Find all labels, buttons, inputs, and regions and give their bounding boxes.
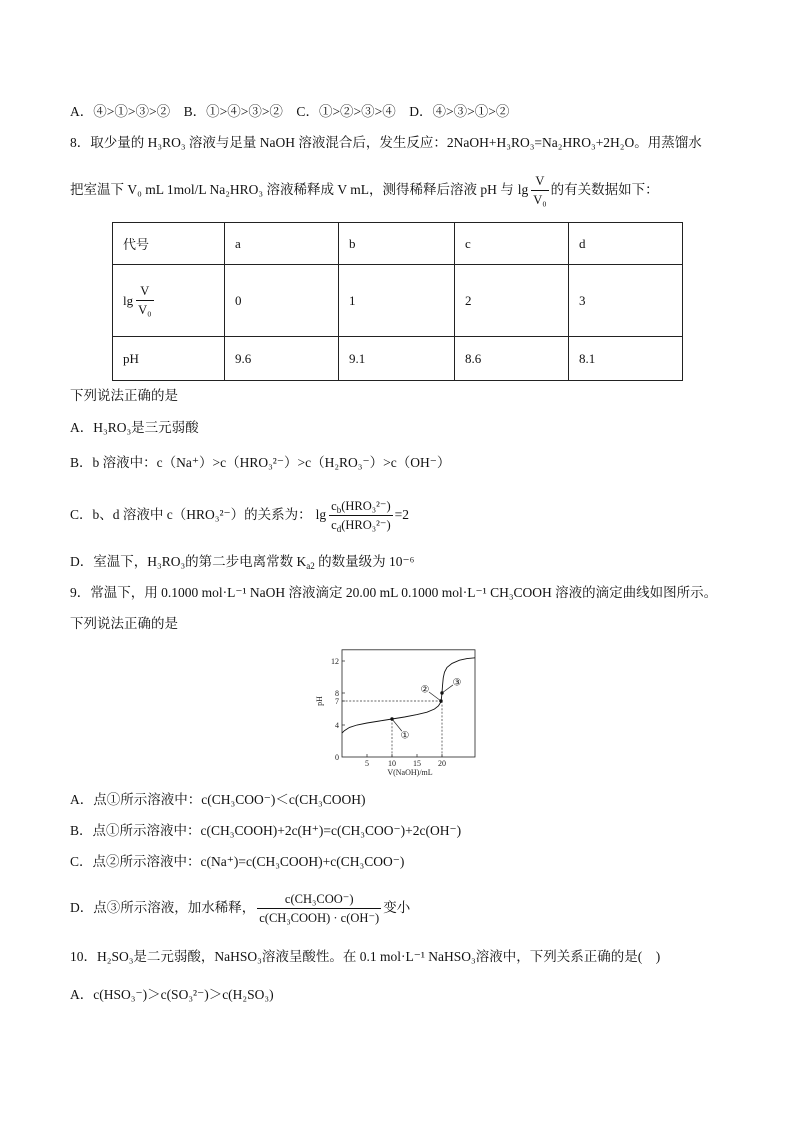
y-tick-label: 7	[335, 697, 339, 706]
q9-stem: 9．常温下，用 0.1000 mol·L⁻¹ NaOH 溶液滴定 20.00 mL 0.1000 mol·L⁻¹ CH₃COOH 溶液的滴定曲线如图所示。	[70, 585, 718, 600]
fraction-numerator	[329, 498, 392, 516]
q8-data-table	[112, 222, 683, 381]
x-axis-label: V(NaOH)/mL	[387, 768, 433, 777]
point-leader-line	[392, 719, 402, 731]
table-header-cell: b	[339, 223, 455, 265]
concentration-ratio-fraction	[257, 891, 381, 926]
data-point	[390, 717, 393, 720]
table-row-label-cell	[113, 265, 225, 337]
species: (HRO₃²⁻)	[341, 498, 391, 513]
conc-subscript: d	[336, 523, 342, 534]
q8-stem-line2-suffix: 的有关数据如下：	[550, 182, 659, 197]
q8-option-c-suffix: =2	[394, 507, 410, 522]
q9-prompt: 下列说法正确的是	[70, 616, 178, 631]
q8-stem-line2	[70, 172, 659, 208]
table-cell: 3	[569, 265, 683, 337]
table-cell: 9.6	[225, 337, 339, 381]
q9-option-d	[70, 888, 410, 928]
q8-option-d-suffix: 的数量级为 10⁻⁶	[314, 554, 415, 569]
conc-symbol: c	[331, 517, 337, 532]
table-cell: 9.1	[339, 337, 455, 381]
table-row-ph	[113, 337, 683, 381]
species: (HRO₃²⁻)	[341, 517, 391, 532]
lg-ratio-label	[123, 283, 214, 318]
q9-option-d-text: D．点③所示溶液，加水稀释，	[70, 900, 256, 915]
point-label: ①	[400, 730, 410, 742]
fraction-denominator: V₀	[533, 192, 547, 207]
volume-ratio-fraction	[531, 173, 548, 208]
point-leader-line	[429, 692, 441, 701]
conc-subscript: b	[336, 504, 342, 515]
table-header-cell: 代号	[113, 223, 225, 265]
x-tick-label: 5	[365, 759, 369, 768]
table-cell: 0	[225, 265, 339, 337]
q8-option-d-text: D．室温下，H₃RO₃的第二步电离常数 K	[70, 554, 307, 569]
q8-option-c-text: C．b、d 溶液中 c（HRO₃²⁻）的关系为：	[70, 507, 312, 522]
q8-option-b: B．b 溶液中：c（Na⁺）>c（HRO₃²⁻）>c（H₂RO₃⁻）>c（OH⁻）	[70, 455, 451, 470]
q8-stem-line2-text: 把室温下 V₀ mL 1mol/L Na₂HRO₃ 溶液稀释成 V mL，测得稀释后溶液 pH 与	[70, 182, 514, 197]
lg-symbol: lg	[517, 182, 529, 197]
table-row-header	[113, 223, 683, 265]
y-tick-label: 8	[335, 689, 339, 698]
q7-options: A．④>①>③>② B．①>④>③>② C．①>②>③>④ D．④>③>①>②	[70, 104, 510, 119]
data-point	[439, 699, 442, 702]
table-row-lg	[113, 265, 683, 337]
table-cell: 8.6	[455, 337, 569, 381]
x-tick-label: 10	[388, 759, 396, 768]
point-leader-line	[442, 685, 453, 693]
q8-option-a: A．H₃RO₃是三元弱酸	[70, 420, 199, 435]
q8-option-c	[70, 495, 409, 535]
table-header-cell: a	[225, 223, 339, 265]
q9-option-b: B．点①所示溶液中：c(CH₃COOH)+2c(H⁺)=c(CH₃COO⁻)+2c(OH⁻)	[70, 823, 462, 838]
data-point	[440, 691, 443, 694]
q9-option-d-suffix: 变小	[383, 900, 411, 915]
q8-stem-line1: 8．取少量的 H₃RO₃ 溶液与足量 NaOH 溶液混合后，发生反应：2NaOH+H₃RO₃=Na₂HRO₃+2H₂O。用蒸馏水	[70, 135, 702, 150]
table-cell: 1	[339, 265, 455, 337]
ka-subscript: a2	[306, 561, 315, 571]
concentration-ratio-fraction	[329, 498, 392, 533]
q10-option-a: A．c(HSO₃⁻)＞c(SO₃²⁻)＞c(H₂SO₃)	[70, 987, 274, 1002]
q10-stem: 10．H₂SO₃是二元弱酸，NaHSO₃溶液呈酸性。在 0.1 mol·L⁻¹ NaHSO₃溶液中，下列关系正确的是( )	[70, 949, 661, 964]
table-cell: 2	[455, 265, 569, 337]
x-tick-label: 20	[438, 759, 446, 768]
x-tick-label: 15	[413, 759, 421, 768]
titration-curve-chart	[310, 645, 490, 780]
table-cell: 8.1	[569, 337, 683, 381]
fraction-numerator: V	[531, 173, 548, 191]
titration-curve	[342, 658, 475, 733]
table-header-cell: c	[455, 223, 569, 265]
q8-prompt: 下列说法正确的是	[70, 388, 178, 403]
y-tick-label: 12	[331, 657, 339, 666]
y-tick-label: 4	[335, 721, 339, 730]
lg-symbol: lg	[315, 507, 327, 522]
fraction-numerator: c(CH₃COO⁻)	[257, 891, 381, 909]
q9-option-a: A．点①所示溶液中：c(CH₃COO⁻)＜c(CH₃COOH)	[70, 792, 366, 807]
conc-symbol: c	[331, 498, 337, 513]
lg-symbol: lg	[123, 292, 134, 308]
point-label: ③	[452, 677, 462, 689]
fraction-denominator	[329, 516, 392, 533]
table-header-cell: d	[569, 223, 683, 265]
fraction-denominator: c(CH₃COOH) · c(OH⁻)	[259, 910, 380, 925]
table-row-label-cell: pH	[113, 337, 225, 381]
q8-option-d	[70, 553, 414, 571]
y-axis-label: pH	[315, 696, 324, 706]
fraction-denominator: V₀	[138, 303, 152, 317]
fraction-numerator: V	[136, 283, 153, 301]
y-tick-label: 0	[335, 753, 339, 762]
point-label: ②	[420, 684, 430, 696]
volume-ratio-fraction	[136, 283, 153, 318]
q9-option-c: C．点②所示溶液中：c(Na⁺)=c(CH₃COOH)+c(CH₃COO⁻)	[70, 854, 405, 869]
